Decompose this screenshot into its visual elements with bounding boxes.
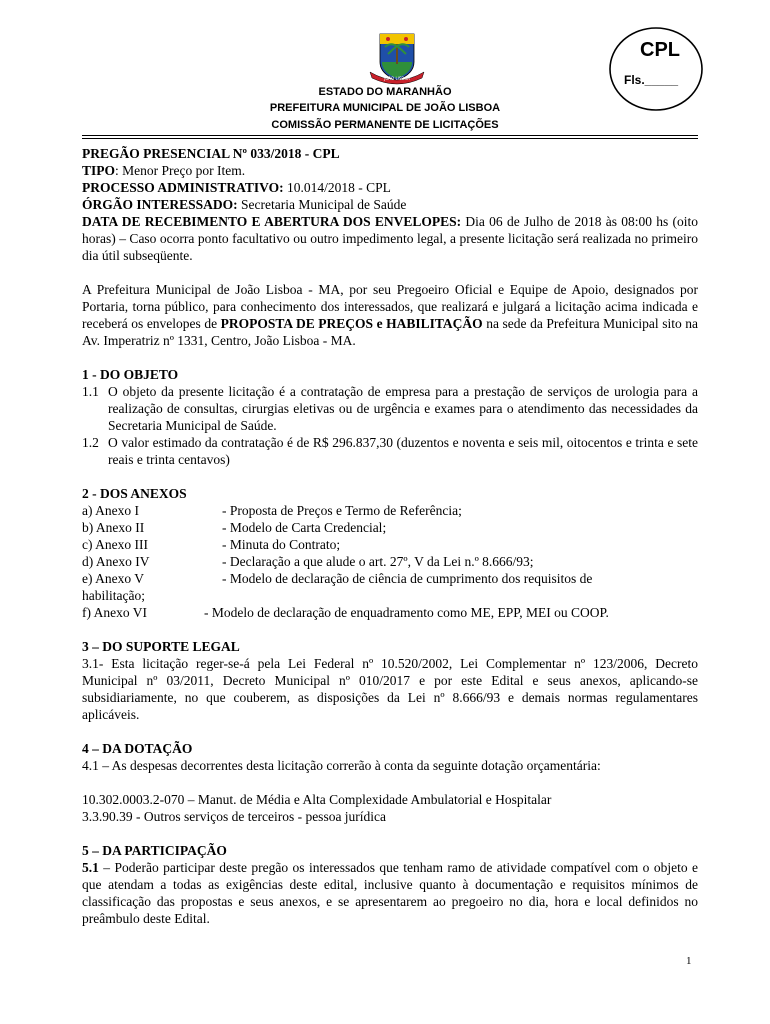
data-line bbox=[82, 213, 698, 264]
item-text: O valor estimado da contratação é de R$ 296.837,30 (duzentos e noventa e seis mil, oitocentos e trinta e sete reais e trinta centavos) bbox=[108, 435, 698, 467]
document-body bbox=[82, 145, 698, 927]
spacer bbox=[82, 723, 698, 740]
item-number: 1.2 bbox=[82, 435, 99, 450]
svg-text:CPL: CPL bbox=[640, 39, 680, 61]
page-number: 1 bbox=[686, 955, 692, 967]
annex-key: f) Anexo VI bbox=[82, 605, 147, 620]
annex-key: c) Anexo III bbox=[82, 537, 148, 552]
annex-key: a) Anexo I bbox=[82, 503, 139, 518]
spacer bbox=[82, 825, 698, 842]
spacer bbox=[82, 774, 698, 791]
intro-paragraph bbox=[82, 281, 698, 349]
section-4-text: 4.1 – As despesas decorrentes desta licitação correrão à conta da seguinte dotação orçamentária: bbox=[82, 758, 601, 773]
intro-part1: A Prefeitura Municipal de João Lisboa - MA, por seu Pregoeiro Oficial e Equipe de Apoio, designados por Portaria, torna público, para conhecimento dos interessados, que realizará e julgará a licitação acima indicada e receberá os envelopes de bbox=[82, 282, 698, 331]
tipo-label: TIPO bbox=[82, 163, 116, 178]
section-5-body: – Poderão participar deste pregão os interessados que tenham ramo de atividade compatível com o objeto e que atendam a todas as exigências deste edital, inclusive quanto à documentação e requisitos mínimos de classificação das propostas e seus anexos, e se apresentarem ao pregoeiro no dia, hora e local definidos no preâmbulo deste Edital. bbox=[82, 860, 698, 926]
spacer bbox=[82, 468, 698, 485]
section-1-heading: 1 - DO OBJETO bbox=[82, 367, 179, 382]
svg-text:Fls._____: Fls._____ bbox=[624, 73, 679, 87]
list-item bbox=[82, 434, 698, 468]
annex-row bbox=[82, 502, 698, 519]
annex-key: b) Anexo II bbox=[82, 520, 145, 535]
annex-value: - Declaração a que alude o art. 27º, V da Lei n.º 8.666/93; bbox=[222, 554, 534, 569]
annex-row bbox=[82, 536, 698, 553]
header-commission: COMISSÃO PERMANENTE DE LICITAÇÕES bbox=[271, 119, 499, 131]
document-title: PREGÃO PRESENCIAL Nº 033/2018 - CPL bbox=[82, 146, 340, 161]
section-5-heading: 5 – DA PARTICIPAÇÃO bbox=[82, 843, 227, 858]
tipo-line bbox=[82, 162, 698, 179]
annex-value: - Modelo de Carta Credencial; bbox=[222, 520, 387, 535]
spacer bbox=[82, 621, 698, 638]
spacer bbox=[82, 349, 698, 366]
header-rule-top bbox=[82, 135, 698, 136]
spacer bbox=[82, 264, 698, 281]
tipo-value: : Menor Preço por Item. bbox=[115, 163, 246, 178]
section-2-heading: 2 - DOS ANEXOS bbox=[82, 486, 187, 501]
section-5-text bbox=[82, 859, 698, 927]
processo-label: PROCESSO ADMINISTRATIVO: bbox=[82, 180, 284, 195]
item-number: 1.1 bbox=[82, 384, 99, 399]
annex-key: d) Anexo IV bbox=[82, 554, 150, 569]
intro-bold: PROPOSTA DE PREÇOS e HABILITAÇÃO bbox=[220, 316, 483, 331]
budget-line-1: 10.302.0003.2-070 – Manut. de Média e Alta Complexidade Ambulatorial e Hospitalar bbox=[82, 792, 552, 807]
annex-value: - Modelo de declaração de ciência de cumprimento dos requisitos de bbox=[222, 571, 593, 586]
data-value: Dia 06 de Julho de 2018 às 08:00 hs (oito horas) – Caso ocorra ponto facultativo ou outro impedimento legal, a presente licitação será realizada no primeiro dia útil subseqüente. bbox=[82, 214, 698, 263]
svg-text:JOÃO LISBOA: JOÃO LISBOA bbox=[384, 76, 410, 81]
header-prefecture: PREFEITURA MUNICIPAL DE JOÃO LISBOA bbox=[269, 102, 501, 114]
section-3-heading: 3 – DO SUPORTE LEGAL bbox=[82, 639, 240, 654]
annex-row bbox=[82, 519, 698, 536]
orgao-value: Secretaria Municipal de Saúde bbox=[237, 197, 407, 212]
section-3-text: 3.1- Esta licitação reger-se-á pela Lei Federal nº 10.520/2002, Lei Complementar nº 123/2006, Decreto Municipal nº 03/2011, Decreto Municipal nº 010/2017 e por este Edital e seus anexos, aplicando-se subsidiariamente, no que couberem, as disposições da Lei nº 8.666/93 e demais normas regulamentares aplicáveis. bbox=[82, 656, 698, 722]
processo-value: 10.014/2018 - CPL bbox=[283, 180, 391, 195]
annex-value: - Proposta de Preços e Termo de Referência; bbox=[222, 503, 462, 518]
header-rule-bottom bbox=[82, 138, 698, 139]
annex-row bbox=[82, 604, 698, 621]
annex-value: - Minuta do Contrato; bbox=[222, 537, 341, 552]
annex-row bbox=[82, 570, 698, 587]
header-state: ESTADO DO MARANHÃO bbox=[318, 86, 452, 98]
processo-line bbox=[82, 179, 698, 196]
data-label: DATA DE RECEBIMENTO E ABERTURA DOS ENVELOPES: bbox=[82, 214, 462, 229]
intro-part2: na sede da Prefeitura Municipal sito na Av. Imperatriz nº 1331, Centro, João Lisboa - MA. bbox=[82, 316, 698, 348]
annex-e-continuation: habilitação; bbox=[82, 588, 145, 603]
item-text: O objeto da presente licitação é a contratação de empresa para a prestação de serviços de urologia para a realização de consultas, cirurgias eletivas ou de urgência e exames para o atendimento das necessidades da Secretaria Municipal de Saúde. bbox=[108, 384, 698, 433]
list-item bbox=[82, 383, 698, 434]
section-5-number: 5.1 bbox=[82, 860, 99, 875]
orgao-label: ÓRGÃO INTERESSADO: bbox=[82, 197, 238, 212]
budget-line-2: 3.3.90.39 - Outros serviços de terceiros - pessoa jurídica bbox=[82, 809, 387, 824]
municipal-crest-logo bbox=[366, 28, 428, 86]
section-4-heading: 4 – DA DOTAÇÃO bbox=[82, 741, 193, 756]
orgao-line bbox=[82, 196, 698, 213]
annex-key: e) Anexo V bbox=[82, 571, 144, 586]
annex-value: - Modelo de declaração de enquadramento como ME, EPP, MEI ou COOP. bbox=[204, 605, 609, 620]
annex-row bbox=[82, 553, 698, 570]
